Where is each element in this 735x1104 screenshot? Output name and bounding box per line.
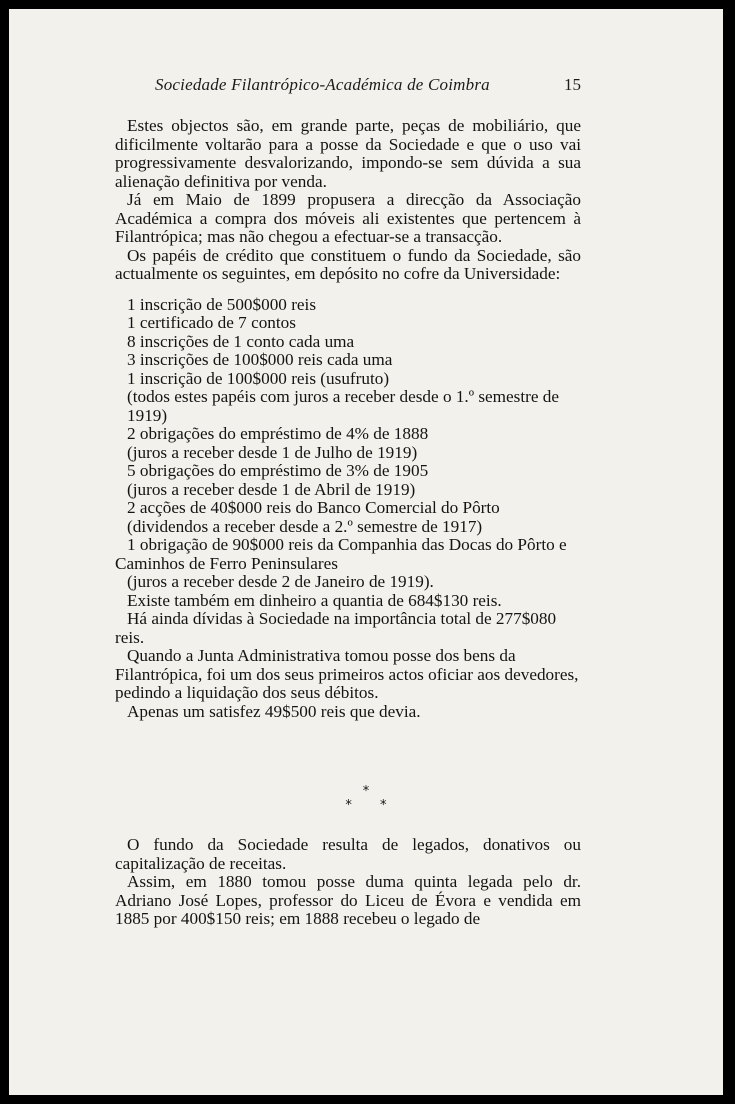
list-item: 3 inscrições de 100$000 reis cada uma: [127, 350, 393, 369]
list-item: (todos estes papéis com juros a receber desde o 1.º semestre de 1919): [127, 387, 560, 425]
list-item: 2 obrigações do empréstimo de 4% de 1888: [127, 424, 429, 443]
paragraph: Os papéis de crédito que constituem o fundo da Sociedade, são actualmente os seguintes, em depósito no cofre da Universidade:: [115, 245, 581, 283]
list-item: (juros a receber desde 1 de Abril de 1919): [127, 479, 416, 499]
list-item: (juros a receber desde 1 de Julho de 1919): [127, 442, 418, 462]
list-item: 8 inscrições de 1 conto cada uma: [127, 331, 355, 351]
paragraph: Assim, em 1880 tomou posse duma quinta legada pelo dr. Adriano José Lopes, professor do Liceu de Évora e vendida em 1885 por 400$150 reis; em 1888 recebeu o legado de: [115, 872, 581, 928]
list-item: Apenas um satisfez 49$500 reis que devia.: [127, 701, 421, 721]
paragraph: Já em Maio de 1899 propusera a direcção da Associação Académica a compra dos móveis ali existentes que pertencem à Filantrópica; mas não chegou a efectuar-se a transacção.: [115, 190, 581, 246]
paragraph: O fundo da Sociedade resulta de legados, donativos ou capitalização de receitas.: [115, 835, 581, 873]
running-header: [155, 75, 581, 95]
securities-list: [115, 296, 581, 722]
running-title: Sociedade Filantrópico-Académica de Coimbra: [155, 75, 490, 94]
list-item: 1 obrigação de 90$000 reis da Companhia das Docas do Pôrto e Caminhos de Ferro Peninsulares: [115, 535, 567, 573]
list-item: 2 acções de 40$000 reis do Banco Comercial do Pôrto: [127, 498, 500, 517]
paragraph: Estes objectos são, em grande parte, peças de mobiliário, que dificilmente voltarão para a posse da Sociedade e que o uso vai progressivamente desvalorizando, impondo-se sem dúvida a sua alienação definitiva por venda.: [115, 116, 581, 191]
separator-star-top: *: [362, 784, 370, 799]
page-number: 15: [564, 75, 581, 94]
list-item: 1 certificado de 7 contos: [127, 313, 296, 332]
list-item: Há ainda dívidas à Sociedade na importância total de 277$080 reis.: [115, 609, 557, 647]
list-item: 1 inscrição de 100$000 reis (usufruto): [127, 368, 390, 388]
section-one: [115, 117, 581, 721]
list-item: Existe também em dinheiro a quantia de 684$130 reis.: [127, 590, 502, 610]
list-item: 5 obrigações do empréstimo de 3% de 1905: [127, 461, 429, 480]
book-page: [9, 9, 723, 1095]
list-item: (dividendos a receber desde a 2.º semestre de 1917): [127, 516, 483, 536]
section-separator: [9, 785, 723, 813]
list-item: Quando a Junta Administrativa tomou posse dos bens da Filantrópica, foi um dos seus primeiros actos oficiar aos devedores, pedindo a liquidação dos seus débitos.: [115, 646, 579, 702]
separator-stars-bottom: * *: [345, 798, 399, 813]
section-two: [115, 836, 581, 929]
list-item: (juros a receber desde 2 de Janeiro de 1919).: [127, 572, 434, 591]
list-item: 1 inscrição de 500$000 reis: [127, 294, 317, 314]
